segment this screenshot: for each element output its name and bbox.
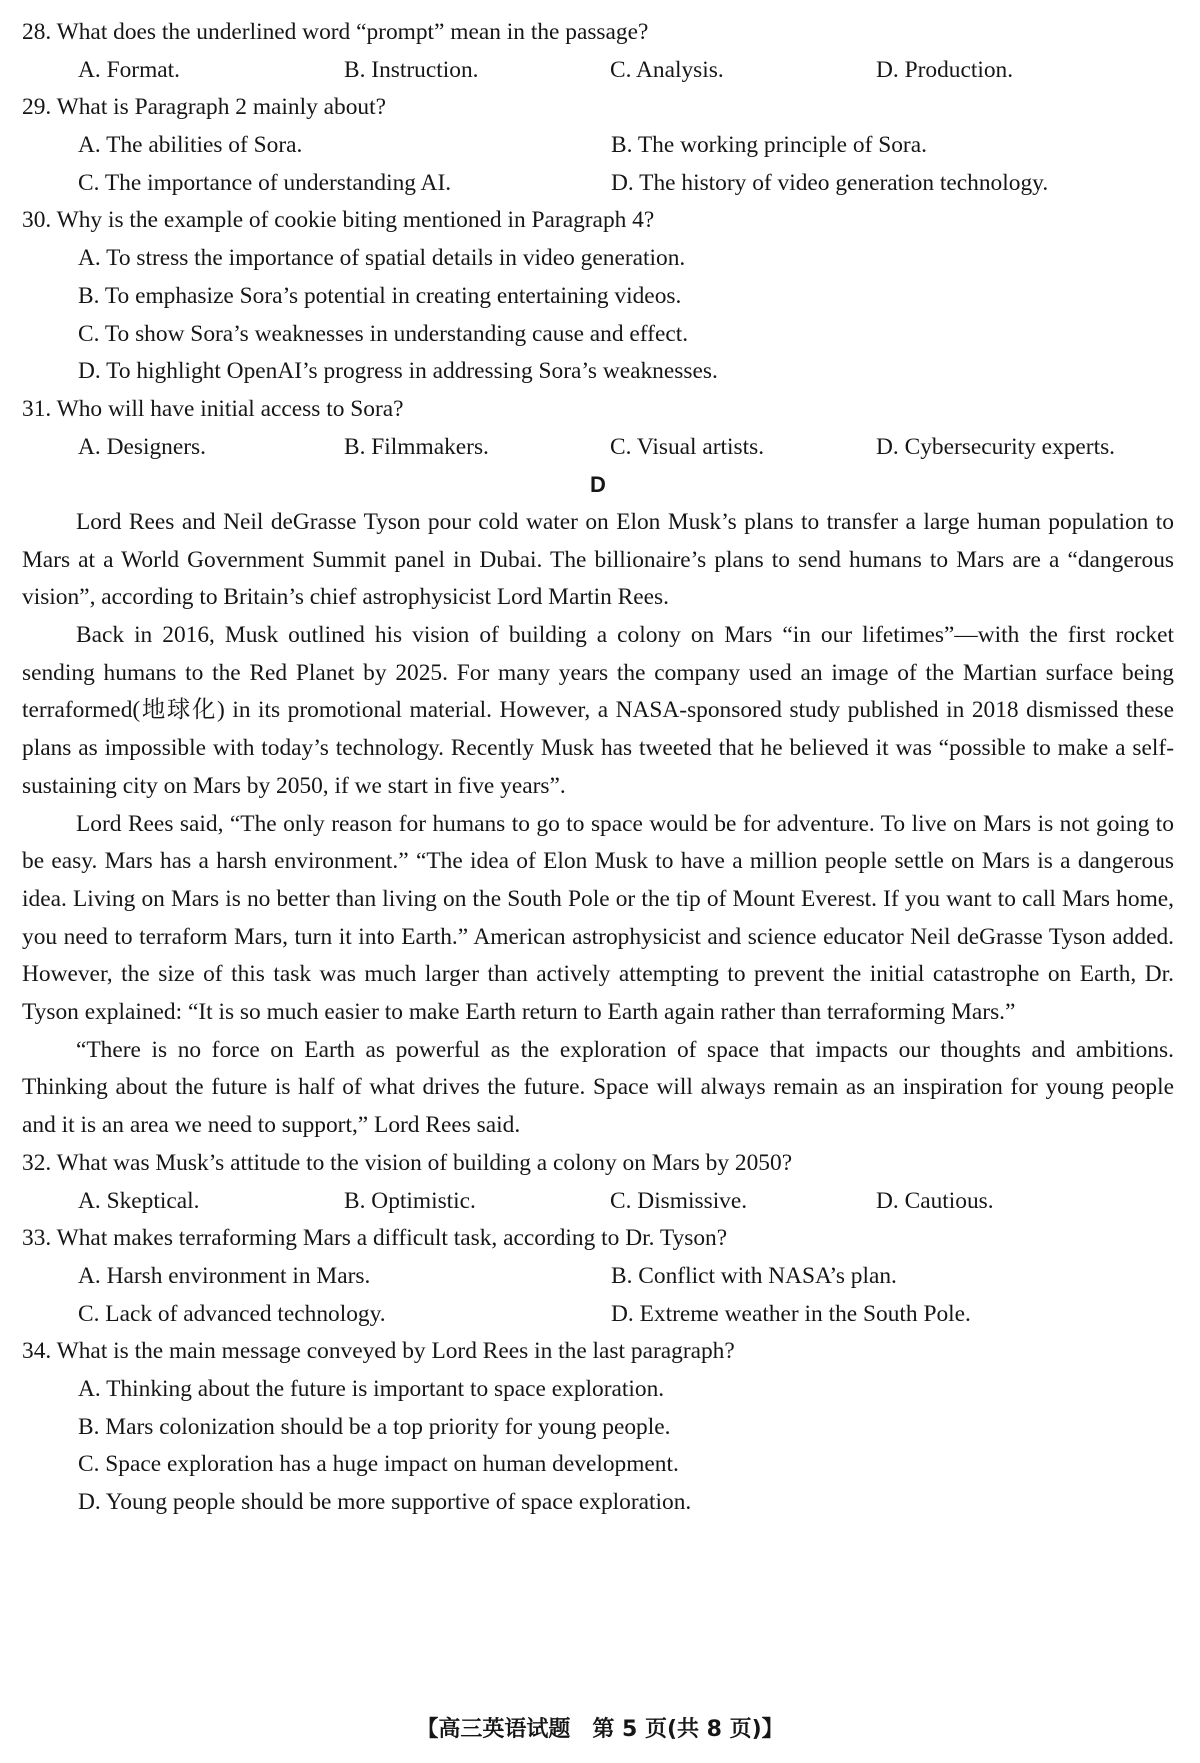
question-31-options xyxy=(22,429,1174,467)
question-34-stem: 34. What is the main message conveyed by Lord Rees in the last paragraph? xyxy=(22,1338,735,1365)
option-b: B. Instruction. xyxy=(344,56,479,83)
question-29-options-row1 xyxy=(22,127,1174,165)
option-c: C. The importance of understanding AI. xyxy=(78,169,452,196)
option-a: A. Skeptical. xyxy=(78,1187,200,1214)
option-a: A. Thinking about the future is important to space exploration. xyxy=(78,1376,665,1403)
option-d: D. Cybersecurity experts. xyxy=(876,433,1116,460)
option-d: D. Production. xyxy=(876,56,1014,83)
question-33-options-row1 xyxy=(22,1258,1174,1296)
question-33-options-row2 xyxy=(22,1296,1174,1334)
option-b: B. Filmmakers. xyxy=(344,433,489,460)
option-a: A. Format. xyxy=(78,56,181,83)
question-28-stem: 28. What does the underlined word “prompt” mean in the passage? xyxy=(22,19,649,45)
question-29-options-row2 xyxy=(22,165,1174,203)
option-a: A. Designers. xyxy=(78,433,206,460)
option-c: C. Visual artists. xyxy=(610,433,765,460)
option-d: D. Young people should be more supportive of space exploration. xyxy=(78,1489,692,1516)
option-b: B. The working principle of Sora. xyxy=(611,132,927,159)
question-30-stem: 30. Why is the example of cookie biting mentioned in Paragraph 4? xyxy=(22,207,655,234)
option-a: A. The abilities of Sora. xyxy=(78,132,303,159)
option-d: D. The history of video generation technology. xyxy=(611,169,1049,196)
option-b: B. Mars colonization should be a top priority for young people. xyxy=(78,1413,671,1440)
passage-paragraph-2: Back in 2016, Musk outlined his vision of building a colony on Mars “in our lifetimes”—with the first rocket sending humans to the Red Planet by 2025. For many years the company used an image of the Martian surface being terraformed(地球化) in its promotional material. However, a NASA-sponsored study published in 2018 dismissed these plans as impossible with today’s technology. Recently Musk has tweeted that he believed it was “possible to make a self-sustaining city on Mars by 2050, if we start in five years”. xyxy=(22,622,1174,799)
question-32-stem: 32. What was Musk’s attitude to the vision of building a colony on Mars by 2050? xyxy=(22,1149,793,1176)
section-heading: D xyxy=(590,472,606,498)
option-d: D. Extreme weather in the South Pole. xyxy=(611,1300,971,1327)
option-c: C. To show Sora’s weaknesses in understanding cause and effect. xyxy=(78,320,689,347)
option-d: D. To highlight OpenAI’s progress in addressing Sora’s weaknesses. xyxy=(78,358,718,385)
question-29-stem: 29. What is Paragraph 2 mainly about? xyxy=(22,94,386,121)
option-a: A. To stress the importance of spatial details in video generation. xyxy=(78,245,686,272)
exam-page xyxy=(22,14,1174,1522)
passage-paragraph-3: Lord Rees said, “The only reason for humans to go to space would be for adventure. To live on Mars is not going to be easy. Mars has a harsh environment.” “The idea of Elon Musk to have a million people settle on Mars is a dangerous idea. Living on Mars is no better than living on the South Pole or the tip of Mount Everest. If you want to call Mars home, you need to terraform Mars, turn it into Earth.” American astrophysicist and science educator Neil deGrasse Tyson added. However, the size of this task was much larger than actively attempting to prevent the initial catastrophe on Earth, Dr. Tyson explained: “It is so much easier to make Earth return to Earth again rather than terraforming Mars.” xyxy=(22,810,1174,1026)
option-c: C. Analysis. xyxy=(610,56,724,83)
option-b: B. Conflict with NASA’s plan. xyxy=(611,1262,897,1289)
question-28-options xyxy=(22,52,1174,90)
option-b: B. To emphasize Sora’s potential in creating entertaining videos. xyxy=(78,282,682,309)
option-d: D. Cautious. xyxy=(876,1187,994,1214)
question-33-stem: 33. What makes terraforming Mars a difficult task, according to Dr. Tyson? xyxy=(22,1225,728,1252)
option-c: C. Dismissive. xyxy=(610,1187,748,1214)
question-32-options xyxy=(22,1183,1174,1221)
page-footer: 【高三英语试题 第 5 页(共 8 页)】 xyxy=(416,1717,784,1742)
option-b: B. Optimistic. xyxy=(344,1187,476,1214)
question-31-stem: 31. Who will have initial access to Sora? xyxy=(22,395,404,422)
option-c: C. Lack of advanced technology. xyxy=(78,1300,386,1327)
option-a: A. Harsh environment in Mars. xyxy=(78,1262,371,1289)
passage-paragraph-4: “There is no force on Earth as powerful as the exploration of space that impacts our thoughts and ambitions. Thinking about the future is half of what drives the future. Space will always remain as an inspiration for young people and it is an area we need to support,” Lord Rees said. xyxy=(22,1036,1174,1139)
passage-paragraph-1: Lord Rees and Neil deGrasse Tyson pour cold water on Elon Musk’s plans to transfer a large human population to Mars at a World Government Summit panel in Dubai. The billionaire’s plans to send humans to Mars are a “dangerous vision”, according to Britain’s chief astrophysicist Lord Martin Rees. xyxy=(22,508,1174,611)
option-c: C. Space exploration has a huge impact on human development. xyxy=(78,1451,679,1478)
